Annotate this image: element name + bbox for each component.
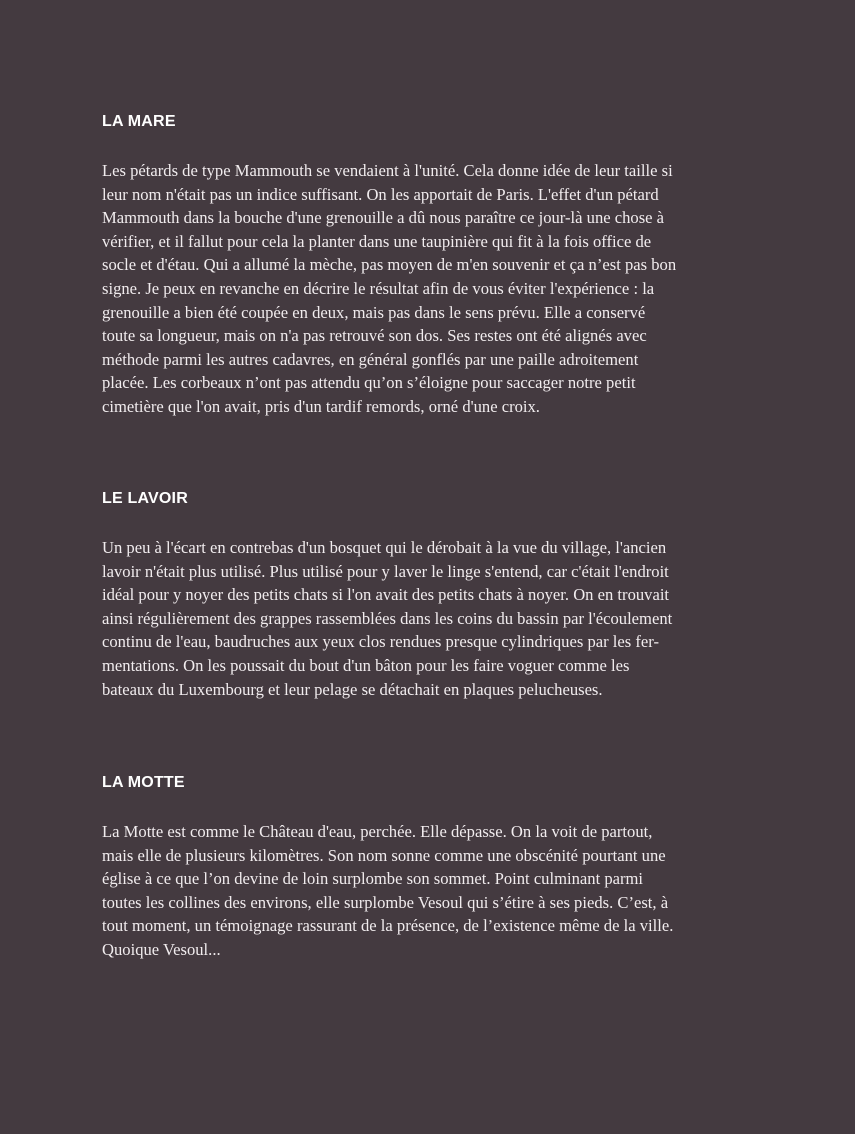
paragraph-line: tout moment, un témoignage rassurant de la présence, de l’existence même de la ville. — [102, 916, 674, 936]
paragraph-line: placée. Les corbeaux n’ont pas attendu qu’on s’éloigne pour saccager notre petit — [102, 373, 636, 393]
section-le-lavoir — [102, 489, 722, 699]
section-heading: LA MARE — [102, 113, 176, 130]
section-paragraph — [102, 536, 722, 701]
paragraph-line: mentations. On les poussait du bout d'un bâton pour les faire voguer comme les — [102, 655, 630, 675]
paragraph-line: Mammouth dans la bouche d'une grenouille a dû nous paraître ce jour-là une chose à — [102, 208, 665, 228]
paragraph-line: socle et d'étau. Qui a allumé la mèche, pas moyen de m'en souvenir et ça n’est pas bon — [102, 255, 677, 275]
section-la-mare — [102, 112, 722, 416]
paragraph-line: grenouille a bien été coupée en deux, mais pas dans le sens prévu. Elle a conservé — [102, 302, 646, 322]
paragraph-line: mais elle de plusieurs kilomètres. Son nom sonne comme une obscénité pourtant une — [102, 845, 666, 865]
paragraph-line: leur nom n'était pas un indice suffisant. On les apportait de Paris. L'effet d'un pétard — [102, 184, 659, 204]
paragraph-line: Quoique Vesoul... — [102, 939, 221, 959]
paragraph-line: ainsi régulièrement des grappes rassemblées dans les coins du bassin par l'écoulement — [102, 608, 673, 628]
paragraph-line: toute sa longueur, mais on n'a pas retrouvé son dos. Ses restes ont été alignés avec — [102, 326, 647, 346]
paragraph-line: méthode parmi les autres cadavres, en général gonflés par une paille adroitement — [102, 349, 639, 369]
paragraph-line: Les pétards de type Mammouth se vendaient à l'unité. Cela donne idée de leur taille si — [102, 161, 673, 180]
paragraph-line: La Motte est comme le Château d'eau, perchée. Elle dépasse. On la voit de partout, — [102, 822, 653, 841]
section-paragraph — [102, 159, 722, 419]
section-paragraph — [102, 820, 722, 962]
paragraph-line: bateaux du Luxembourg et leur pelage se détachait en plaques pelucheuses. — [102, 679, 603, 699]
paragraph-line: toutes les collines des environs, elle surplombe Vesoul qui s’étire à ses pieds. C’est, à — [102, 892, 669, 912]
paragraph-line: vérifier, et il fallut pour cela la planter dans une taupinière qui fit à la fois office de — [102, 231, 652, 251]
section-heading: LA MOTTE — [102, 774, 185, 791]
paragraph-line: cimetière que l'on avait, pris d'un tardif remords, orné d'une croix. — [102, 396, 540, 416]
paragraph-line: idéal pour y noyer des petits chats si l'on avait des petits chats à noyer. On en trouvait — [102, 585, 670, 605]
paragraph-line: lavoir n'était plus utilisé. Plus utilisé pour y laver le linge s'entend, car c'était l'endroit — [102, 561, 669, 581]
section-la-motte — [102, 773, 722, 959]
paragraph-line: signe. Je peux en revanche en décrire le résultat afin de vous éviter l'expérience : la — [102, 278, 655, 298]
paragraph-line: continu de l'eau, baudruches aux yeux clos rendues presque cylindriques par les fer- — [102, 632, 659, 652]
paragraph-line: église à ce que l’on devine de loin surplombe son sommet. Point culminant parmi — [102, 869, 644, 889]
paragraph-line: Un peu à l'écart en contrebas d'un bosquet qui le dérobait à la vue du village, l'ancien — [102, 538, 667, 557]
section-heading: LE LAVOIR — [102, 490, 188, 507]
